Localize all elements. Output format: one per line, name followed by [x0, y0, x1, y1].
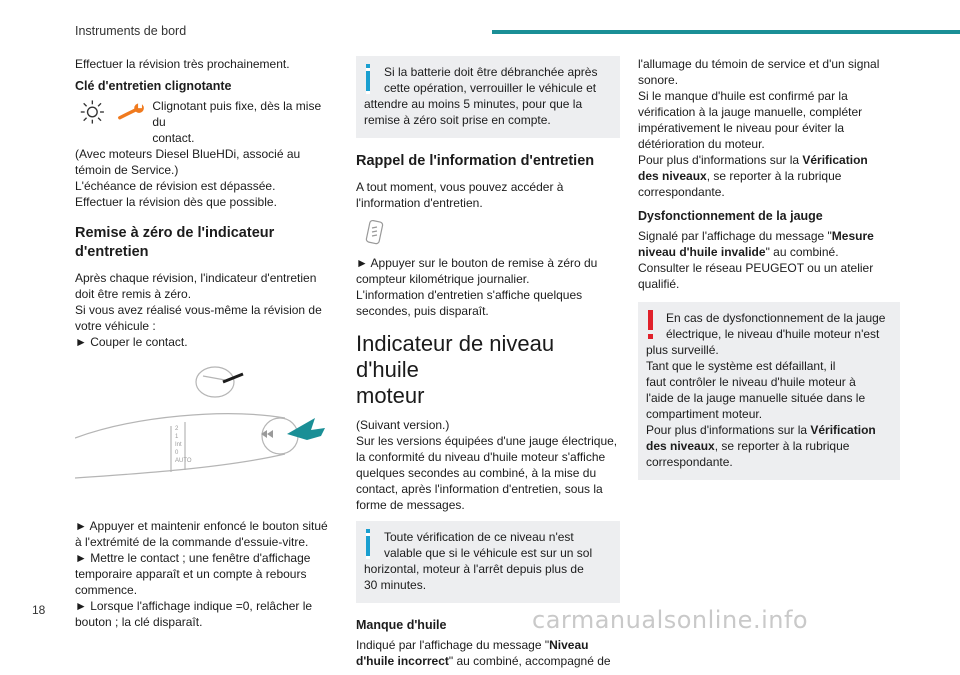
text-line: plus surveillé.: [646, 343, 719, 357]
info-note: [356, 521, 620, 603]
paragraph: [356, 637, 620, 669]
text-span: correspondante.: [638, 185, 725, 199]
text-line: bouton ; la clé disparaît.: [75, 615, 203, 629]
text-line: doit être remis à zéro.: [75, 287, 192, 301]
text-line: compteur kilométrique journalier.: [356, 272, 530, 286]
text-line: témoin de Service.): [75, 163, 179, 177]
column-3: [638, 56, 900, 488]
text-line: Sur les versions équipées d'une jauge électrique,: [356, 434, 618, 448]
text-span: d'huile incorrect: [356, 654, 449, 668]
text-line: moteur: [356, 383, 425, 408]
text-line: d'entretien: [75, 244, 149, 260]
text-line: sonore.: [638, 73, 679, 87]
text-line: A tout moment, vous pouvez accéder à: [356, 180, 564, 194]
svg-text:1: 1: [175, 434, 179, 440]
text-line: Consulter le réseau PEUGEOT ou un atelier: [638, 261, 874, 275]
text-line: L'échéance de révision est dépassée.: [75, 179, 276, 193]
text-line: détérioration du moteur.: [638, 137, 765, 151]
text-span: Niveau: [549, 638, 589, 652]
page-header-title: Instruments de bord: [75, 24, 187, 38]
info-icon: [366, 64, 370, 94]
text-span: , se reporter à la rubrique: [706, 169, 842, 183]
text-line: ► Couper le contact.: [75, 335, 188, 349]
text-span: des niveaux: [638, 169, 707, 183]
service-light-icon: [75, 98, 110, 126]
text-span: Vérification: [802, 153, 868, 167]
text-line: l'information d'entretien.: [356, 196, 483, 210]
text-line: Indicateur de niveau d'huile: [356, 331, 555, 382]
text-line: forme de messages.: [356, 498, 465, 512]
text-line: compartiment moteur.: [646, 407, 763, 421]
trip-reset-button-icon: [360, 219, 400, 249]
text-line: Si la batterie doit être débranchée après: [384, 65, 598, 79]
text-line: électrique, le niveau d'huile moteur n'est: [666, 327, 880, 341]
text-line: quelques secondes au combiné, à la mise du: [356, 466, 597, 480]
text-span: Pour plus d'informations sur la: [646, 423, 811, 437]
text-line: commence.: [75, 583, 138, 597]
text-span: Vérification: [810, 423, 876, 437]
text-line: qualifié.: [638, 277, 680, 291]
text-line: faut contrôler le niveau d'huile moteur à: [646, 375, 856, 389]
svg-text:Int: Int: [175, 442, 182, 448]
heading-gauge-fault: Dysfonctionnement de la jauge: [638, 209, 823, 223]
text-line: Toute vérification de ce niveau n'est: [384, 530, 574, 544]
text-span: " au combiné.: [765, 245, 839, 259]
arrow-icon: [287, 418, 325, 440]
heading-service-key: Clé d'entretien clignotante: [75, 79, 232, 93]
key-description: [152, 98, 331, 146]
text-line: vérification à la jauge manuelle, compléter: [638, 105, 863, 119]
stalk-label: 0: [175, 450, 179, 456]
text-line: temporaire apparaît et un compte à rebours: [75, 567, 307, 581]
text-line: ► Lorsque l'affichage indique =0, relâcher le: [75, 599, 313, 613]
text-line: Remise à zéro de l'indicateur: [75, 225, 275, 241]
text-line: Si vous avez réalisé vous-même la révision de: [75, 303, 322, 317]
paragraph: [356, 417, 620, 513]
text-line: secondes, puis disparaît.: [356, 304, 489, 318]
heading-maintenance-recall: Rappel de l'information d'entretien: [356, 153, 595, 169]
wiper-stalk-figure: [75, 356, 331, 506]
column-1: [75, 56, 331, 636]
text-line: remise à zéro soit prise en compte.: [364, 113, 551, 127]
text-line: (Suivant version.): [356, 418, 450, 432]
text-line: l'aide de la jauge manuelle située dans le: [646, 391, 866, 405]
info-icon: [366, 529, 370, 559]
paragraph: [356, 255, 620, 319]
text-line: valable que si le véhicule est sur un sol: [384, 546, 593, 560]
text-line: ► Appuyer et maintenir enfoncé le bouton situé: [75, 519, 328, 533]
text-line: horizontal, moteur à l'arrêt depuis plus de: [364, 562, 584, 576]
text-line: Si le manque d'huile est confirmé par la: [638, 89, 848, 103]
paragraph: [638, 56, 900, 200]
text-span: niveau d'huile invalide: [638, 245, 766, 259]
text-line: attendre au moins 5 minutes, pour que la: [364, 97, 583, 111]
text-line: à l'extrémité de la commande d'essuie-vitre.: [75, 535, 309, 549]
paragraph: [638, 228, 900, 292]
text-line: Clignotant puis fixe, dès la mise du: [152, 99, 322, 129]
heading-oil-lack: Manque d'huile: [356, 618, 447, 632]
column-2: [356, 56, 620, 675]
key-warning-row: [75, 98, 331, 146]
heading-oil-level: [356, 331, 620, 409]
text-line: l'allumage du témoin de service et d'un signal: [638, 57, 880, 71]
text-line: Tant que le système est défaillant, il: [646, 359, 836, 373]
text-span: , se reporter à la rubrique: [714, 439, 850, 453]
paragraph: [75, 518, 331, 630]
heading-reset: [75, 224, 331, 262]
text-line: la conformité du niveau d'huile moteur s'affiche: [356, 450, 606, 464]
paragraph: [75, 270, 331, 350]
text-line: L'information d'entretien s'affiche quelques: [356, 288, 583, 302]
info-note: [356, 56, 620, 138]
text-span: Signalé par l'affichage du message ": [638, 229, 832, 243]
text-line: contact, après l'information d'entretien, sous la: [356, 482, 603, 496]
stalk-label: AUTO: [175, 458, 192, 464]
warning-note: [638, 302, 900, 480]
text-span: correspondante.: [646, 455, 733, 469]
paragraph: Effectuer la révision très prochainement.: [75, 57, 290, 71]
wiper-stalk-illustration: [75, 356, 331, 506]
text-line: impérativement le niveau pour éviter la: [638, 121, 845, 135]
text-line: ► Appuyer sur le bouton de remise à zéro du: [356, 256, 598, 270]
text-span: des niveaux: [646, 439, 715, 453]
page-number: 18: [32, 603, 46, 617]
text-line: Effectuer la révision dès que possible.: [75, 195, 277, 209]
paragraph: [75, 146, 331, 210]
text-line: cette opération, verrouiller le véhicule et: [384, 81, 597, 95]
svg-text:2: 2: [175, 426, 179, 432]
text-span: Indiqué par l'affichage du message ": [356, 638, 550, 652]
text-span: Pour plus d'informations sur la: [638, 153, 803, 167]
watermark: carmanualsonline.info: [532, 606, 809, 634]
text-line: Après chaque révision, l'indicateur d'entretien: [75, 271, 317, 285]
paragraph: [356, 179, 620, 211]
text-line: En cas de dysfonctionnement de la jauge: [666, 311, 886, 325]
text-line: (Avec moteurs Diesel BlueHDi, associé au: [75, 147, 301, 161]
text-span: " au combiné, accompagné de: [448, 654, 611, 668]
text-line: votre véhicule :: [75, 319, 156, 333]
text-line: 30 minutes.: [364, 578, 427, 592]
wrench-icon: [114, 98, 149, 126]
text-line: ► Mettre le contact ; une fenêtre d'affichage: [75, 551, 311, 565]
text-span: Mesure: [831, 229, 874, 243]
text-line: contact.: [152, 131, 195, 145]
header-accent-bar: [492, 30, 960, 34]
warning-icon: [648, 310, 654, 340]
